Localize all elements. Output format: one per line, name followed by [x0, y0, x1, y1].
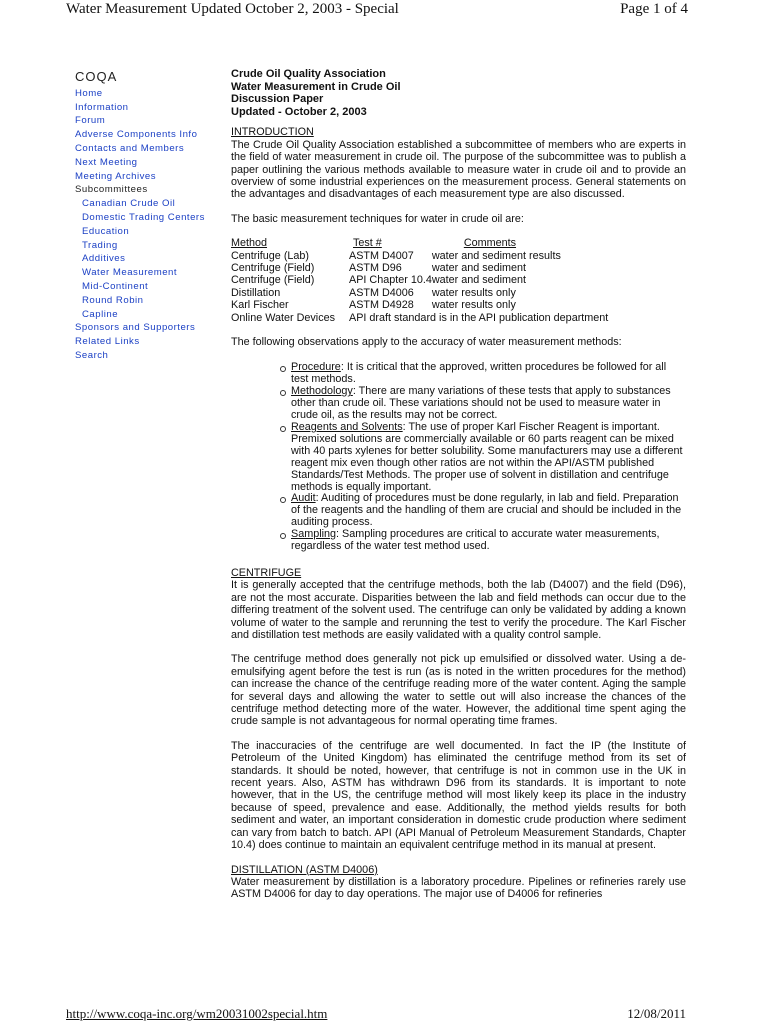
- document-heading: [231, 68, 686, 118]
- centrifuge-paragraph-3: The inaccuracies of the centrifuge are well documented. In fact the IP (the Institute of Petroleum of the United Kingdom) has eliminated the centrifuge method from its set of standards. It should be noted, however, that centrifuge is not in common use in the UK in recent years. Also, ASTM has withdrawn D96 from its standards. It is important to note however, that in the US, the centrifuge method will most likely keep its place in the industry because of speed, prevalence and ease. Additionally, the method yields results for both sediment and water, an important consideration in domestic crude production where sediment can vary from batch to batch. API (API Manual of Petroleum Measurement Standards, Chapter 10.4) does continue to maintain an equivalent centrifuge method in its manual at present.: [231, 739, 686, 852]
- section-title-centrifuge: CENTRIFUGE: [231, 566, 302, 579]
- list-item: Procedure: It is critical that the approved, written procedures be followed for all test methods.: [291, 362, 686, 386]
- nav-sub-mid-continent[interactable]: Mid-Continent: [82, 280, 149, 292]
- observations-list: [231, 362, 686, 553]
- nav-sub-round-robin[interactable]: Round Robin: [82, 294, 144, 306]
- col-header-comments: Comments: [463, 237, 517, 250]
- page-url: http://www.coqa-inc.org/wm20031002special.htm: [66, 1006, 328, 1021]
- col-header-test: Test #: [353, 237, 382, 250]
- table-header-row: [231, 237, 561, 249]
- list-item: Reagents and Solvents: The use of proper Karl Fischer Reagent is important. Premixed solutions are commercially available or 60 parts reagent can be mixed with 40 parts xylenes for better solubility. Some manufacturers may use a different reagent mix even though other ratios are not within the API/ASTM published Standards/Test Methods. The proper use of solvent in distillation and centrifuge methods is equally important.: [291, 422, 686, 493]
- org-name: Crude Oil Quality Association: [231, 68, 386, 80]
- nav-link-adverse-components[interactable]: Adverse Components Info: [75, 129, 198, 141]
- nav-link-search[interactable]: Search: [75, 349, 109, 361]
- centrifuge-paragraph-2: The centrifuge method does generally not pick up emulsified or dissolved water. Using a de-emulsifying agent before the test is run (as is noted in the written procedures for the method) can increase the chance of the centrifuge reading more of the water content. Aging the sample for several days and allowing the water to settle out will also increase the chances of the centrifuge method detecting more of the water. However, the additional time spent aging the crude sample is not advantageous for normal operating time frames.: [231, 653, 686, 728]
- doc-title: Water Measurement in Crude Oil: [231, 80, 401, 93]
- distillation-paragraph-1: Water measurement by distillation is a laboratory procedure. Pipelines or refineries rarely use ASTM D4006 for day to day operations. The major use of D4006 for refineries: [231, 875, 686, 901]
- sidebar-nav: [75, 70, 225, 363]
- list-item: Methodology: There are many variations of these tests that apply to substances other than crude oil. These variations should not be used to measure water in crude oil, as the results may not be correct.: [291, 386, 686, 422]
- nav-sub-additives[interactable]: Additives: [82, 253, 126, 265]
- list-item: Audit: Auditing of procedures must be done regularly, in lab and field. Preparation of the reagents and the handling of them are crucial and should be included in the auditing process.: [291, 493, 686, 529]
- print-date: 12/08/2011: [627, 1006, 686, 1021]
- observations-intro: The following observations apply to the accuracy of water measurement methods:: [231, 336, 622, 349]
- nav-link-contacts[interactable]: Contacts and Members: [75, 142, 185, 154]
- nav-sub-domestic[interactable]: Domestic Trading Centers: [82, 211, 205, 223]
- table-row: Centrifuge (Lab) ASTM D4007 water and sediment results: [231, 249, 561, 262]
- list-item: Sampling: Sampling procedures are critical to accurate water measurements, regardless of the water test method used.: [291, 529, 686, 553]
- nav-link-sponsors[interactable]: Sponsors and Supporters: [75, 322, 196, 334]
- nav-link-forum[interactable]: Forum: [75, 115, 106, 127]
- nav-link-home[interactable]: Home: [75, 87, 103, 99]
- nav-sub-trading[interactable]: Trading: [82, 239, 118, 251]
- nav-sub-capline[interactable]: Capline: [82, 308, 119, 320]
- nav-sub-education[interactable]: Education: [82, 225, 130, 237]
- table-row: Distillation ASTM D4006 water results only: [231, 286, 516, 299]
- site-logo: COQA: [75, 69, 118, 84]
- nav-link-next-meeting[interactable]: Next Meeting: [75, 156, 138, 168]
- basic-techniques-text: The basic measurement techniques for water in crude oil are:: [231, 212, 524, 225]
- print-header: [0, 0, 768, 22]
- nav-sub-water-measurement[interactable]: Water Measurement: [82, 267, 178, 279]
- nav-subcommittees-label: Subcommittees: [75, 184, 148, 196]
- table-row: Centrifuge (Field) ASTM D96 water and sediment: [231, 262, 527, 275]
- table-row: Centrifuge (Field) API Chapter 10.4 water and sediment: [231, 274, 527, 287]
- page-number: Page 1 of 4: [620, 1, 688, 17]
- section-title-distillation: DISTILLATION (ASTM D4006): [231, 863, 378, 876]
- nav-link-meeting-archives[interactable]: Meeting Archives: [75, 170, 157, 182]
- nav-link-related[interactable]: Related Links: [75, 336, 140, 348]
- table-row: Karl Fischer ASTM D4928 water results only: [231, 299, 516, 312]
- centrifuge-paragraph-1: It is generally accepted that the centrifuge methods, both the lab (D4007) and the field (D96), are not the most accurate. Disparities between the lab and field methods can occur due to the differing treatment of the solvent used. The centrifuge can only be validated by adding a known volume of water to the sample and rerunning the test to verify the procedure. The Karl Fischer and distillation test methods are easily validated with a quality control sample.: [231, 579, 686, 641]
- col-header-method: Method: [231, 237, 268, 250]
- print-title: Water Measurement Updated October 2, 2003 - Special: [66, 1, 399, 17]
- document-body: [231, 68, 686, 901]
- intro-paragraph: The Crude Oil Quality Association established a subcommittee of members who are experts in the field of water measurement in crude oil. The purpose of the subcommittee was to publish a paper outlining the various methods available to measure water in crude oil and to provide an overview of some industrial experiences on the measurement process. General statements on the advantages and disadvantages of each measurement type are also discussed.: [231, 138, 686, 201]
- section-title-introduction: INTRODUCTION: [231, 126, 314, 139]
- nav-sub-canadian[interactable]: Canadian Crude Oil: [82, 198, 176, 210]
- nav-link-information[interactable]: Information: [75, 101, 129, 113]
- doc-date: Updated - October 2, 2003: [231, 105, 367, 118]
- online-devices-row: Online Water Devices API draft standard is in the API publication department: [231, 311, 609, 324]
- doc-type: Discussion Paper: [231, 93, 324, 106]
- methods-table: [231, 237, 561, 311]
